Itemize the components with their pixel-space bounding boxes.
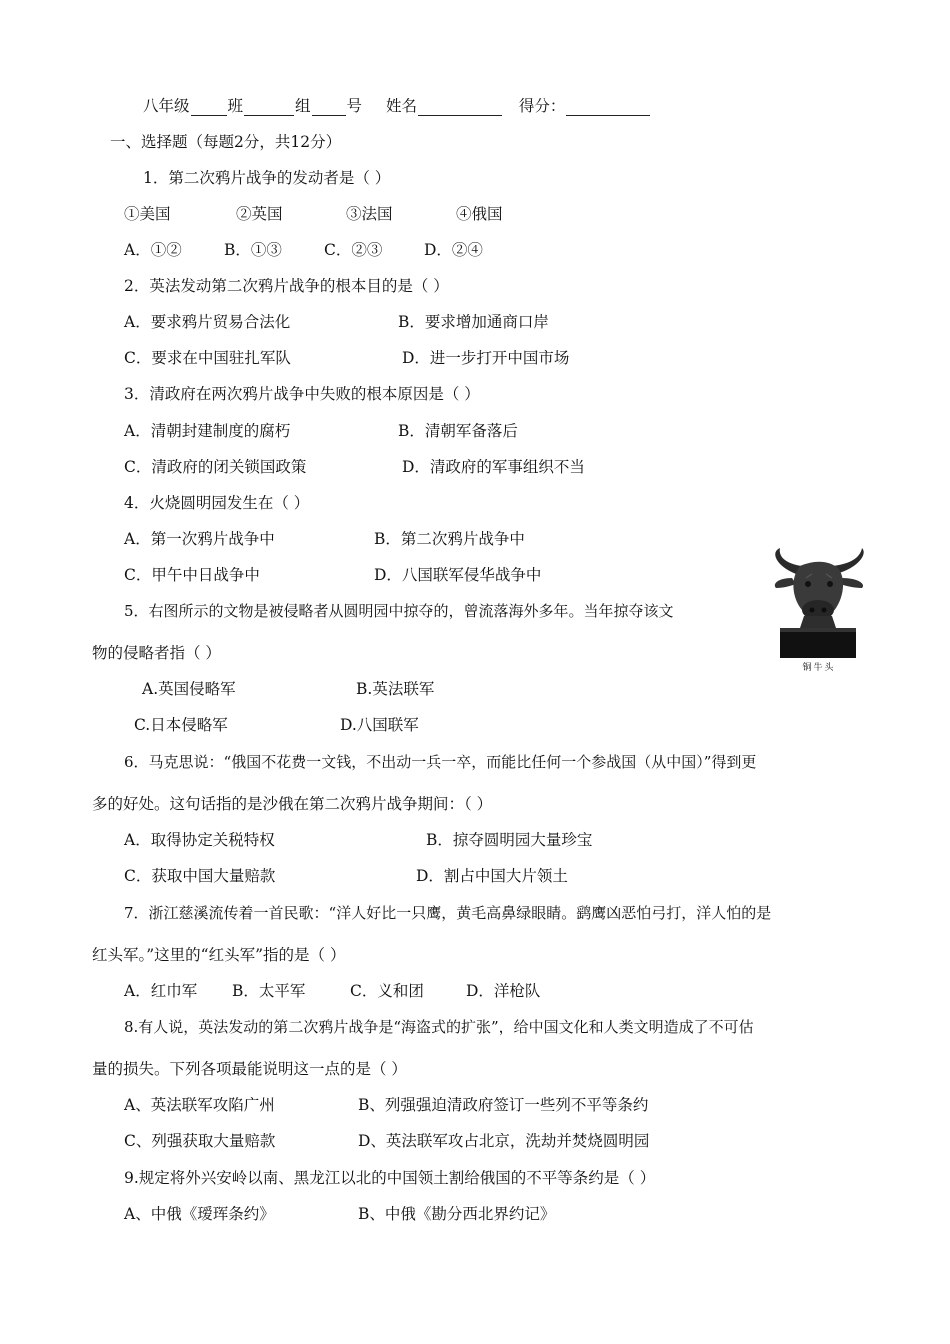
q4-option-a[interactable]: A．第一次鸦片战争中	[124, 530, 275, 548]
q5-option-a[interactable]: A.英国侵略军	[142, 680, 236, 698]
q4-option-d[interactable]: D．八国联军侵华战争中	[374, 566, 542, 584]
q1-item-2: ②英国	[236, 205, 283, 223]
q4-option-c[interactable]: C．甲午中日战争中	[124, 566, 260, 584]
student-info-line	[143, 96, 651, 116]
q1-option-b[interactable]: B．①③	[224, 241, 282, 259]
question-5-stem-line1: 5．右图所示的文物是被侵略者从圆明园中掠夺的，曾流落海外多年。当年掠夺该文	[124, 602, 674, 620]
q9-option-a[interactable]: A、中俄《瑷珲条约》	[124, 1205, 275, 1223]
q6-option-a[interactable]: A．取得协定关税特权	[124, 831, 275, 849]
q1-item-4: ④俄国	[456, 205, 503, 223]
q8-option-c[interactable]: C、列强获取大量赔款	[124, 1132, 276, 1150]
group-label: 组	[295, 97, 311, 115]
question-6-stem-line2: 多的好处。这句话指的是沙俄在第二次鸦片战争期间：（ ）	[92, 795, 493, 813]
q2-option-d[interactable]: D．进一步打开中国市场	[402, 349, 570, 367]
q6-option-b[interactable]: B．掠夺圆明园大量珍宝	[426, 831, 593, 849]
q3-option-b[interactable]: B．清朝军备落后	[398, 422, 518, 440]
class-blank[interactable]	[244, 99, 294, 116]
score-blank[interactable]	[566, 99, 650, 116]
question-2-stem: 2．英法发动第二次鸦片战争的根本目的是（ ）	[124, 277, 449, 295]
question-8-stem-line2: 量的损失。下列各项最能说明这一点的是（ ）	[92, 1060, 407, 1078]
name-label: 姓名	[385, 97, 417, 115]
grade-blank[interactable]	[191, 99, 227, 116]
class-label: 班	[227, 97, 244, 115]
q2-option-c[interactable]: C．要求在中国驻扎军队	[124, 349, 291, 367]
grade-label: 八年级	[143, 97, 190, 115]
bronze-ox-head-image	[766, 544, 872, 660]
q3-option-d[interactable]: D．清政府的军事组织不当	[402, 458, 585, 476]
question-6-stem-line1: 6．马克思说：“俄国不花费一文钱，不出动一兵一卒，而能比任何一个参战国（从中国）”得到更	[124, 753, 757, 771]
q5-option-d[interactable]: D.八国联军	[340, 716, 419, 734]
question-4-stem: 4．火烧圆明园发生在（ ）	[124, 494, 310, 512]
question-7-stem-line2: 红头军。”这里的“红头军”指的是（ ）	[92, 946, 346, 964]
question-8-stem-line1: 8.有人说，英法发动的第二次鸦片战争是“海盗式的扩张”，给中国文化和人类文明造成了不可估	[124, 1018, 754, 1036]
figure-caption: 铜牛头	[802, 663, 836, 673]
q1-option-d[interactable]: D．②④	[424, 241, 483, 259]
number-label: 号	[346, 97, 363, 115]
q8-option-b[interactable]: B、列强强迫清政府签订一些列不平等条约	[358, 1096, 649, 1114]
score-label: 得分：	[518, 97, 566, 115]
q5-option-c[interactable]: C.日本侵略军	[134, 716, 228, 734]
name-blank[interactable]	[418, 99, 502, 116]
q1-item-1: ①美国	[124, 205, 171, 223]
question-3-stem: 3．清政府在两次鸦片战争中失败的根本原因是（ ）	[124, 385, 480, 403]
question-1-stem: 1．第二次鸦片战争的发动者是（ ）	[143, 169, 391, 187]
q8-option-a[interactable]: A、英法联军攻陷广州	[124, 1096, 275, 1114]
q7-option-a[interactable]: A．红巾军	[124, 982, 198, 1000]
q7-option-b[interactable]: B．太平军	[232, 982, 306, 1000]
bronze-ox-head-figure	[766, 544, 872, 674]
q2-option-b[interactable]: B．要求增加通商口岸	[398, 313, 549, 331]
q9-option-b[interactable]: B、中俄《勘分西北界约记》	[358, 1205, 556, 1223]
question-5-stem-line2: 物的侵略者指（ ）	[92, 644, 221, 662]
q6-option-c[interactable]: C．获取中国大量赔款	[124, 867, 276, 885]
q8-option-d[interactable]: D、英法联军攻占北京，洗劫并焚烧圆明园	[358, 1132, 650, 1150]
q6-option-d[interactable]: D．割占中国大片领土	[416, 867, 568, 885]
q3-option-a[interactable]: A．清朝封建制度的腐朽	[124, 422, 291, 440]
q7-option-d[interactable]: D．洋枪队	[466, 982, 541, 1000]
section-heading: 一、选择题（每题2分，共12分）	[110, 133, 342, 151]
q4-option-b[interactable]: B．第二次鸦片战争中	[374, 530, 525, 548]
q7-option-c[interactable]: C．义和团	[350, 982, 424, 1000]
q5-option-b[interactable]: B.英法联军	[356, 680, 435, 698]
q1-option-a[interactable]: A．①②	[124, 241, 182, 259]
group-blank[interactable]	[312, 99, 346, 116]
q2-option-a[interactable]: A．要求鸦片贸易合法化	[124, 313, 291, 331]
q3-option-c[interactable]: C．清政府的闭关锁国政策	[124, 458, 307, 476]
question-7-stem-line1: 7．浙江慈溪流传着一首民歌：“洋人好比一只鹰，黄毛高鼻绿眼睛。鹞鹰凶恶怕弓打，洋人怕的是	[124, 904, 772, 922]
question-9-stem: 9.规定将外兴安岭以南、黑龙江以北的中国领土割给俄国的不平等条约是（ ）	[124, 1169, 656, 1187]
q1-option-c[interactable]: C．②③	[324, 241, 383, 259]
q1-item-3: ③法国	[346, 205, 393, 223]
